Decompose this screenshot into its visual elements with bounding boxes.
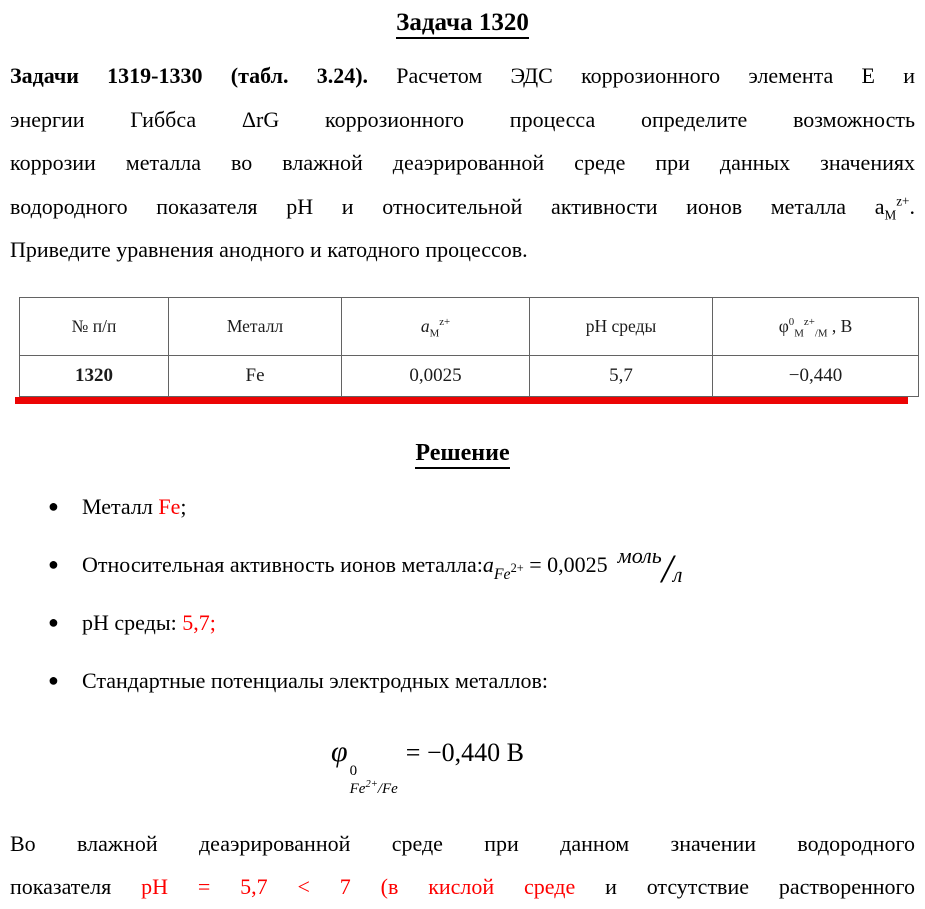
metal-ion-superscript: z+ [896,193,910,209]
header-activity-sub: M [429,327,440,339]
bullet-activity [10,542,915,591]
header-potential-subM: M [794,327,804,339]
unit-denominator: л [672,561,683,587]
intro-line-4 [10,185,915,229]
header-activity-symbol: a [420,315,430,336]
cell-potential: −0,440 [713,355,919,396]
cell-ph: 5,7 [530,355,713,396]
cell-activity: 0,0025 [342,355,530,396]
phi-sub-fe1-sup: 2+ [365,778,378,790]
intro-line-4-period: . [909,193,915,219]
bullet-ph-value: 5,7; [182,609,216,635]
activity-symbol: a [482,551,494,577]
red-divider-bar [15,397,908,404]
bullet-potentials-label: Стандартные потенциалы электродных металлов: [82,667,548,693]
header-activity-sup: z+ [439,315,451,328]
header-ph: pH среды [530,297,713,355]
header-potential-sup0: 0 [788,315,795,328]
header-potential-subM2: M [817,327,828,339]
conclusion-line-2-pre: показателя [10,874,142,899]
header-potential-supz: z+ [803,315,815,328]
header-potential-unit: , В [827,315,853,336]
header-number: № п/п [20,297,169,355]
intro-line-3: коррозии металла во влажной деаэрированной среде при данных значениях [10,150,915,175]
bullet-metal-end: ; [180,493,187,519]
phi-sub-fe2: Fe [381,780,398,797]
bullet-icon: ● [48,553,59,574]
problem-data-table [19,297,909,397]
bullet-potentials [10,666,915,696]
formula-value: = −0,440 В [405,737,524,767]
cell-task-number: 1320 [20,355,169,396]
header-potential-phi: φ [778,315,789,336]
table-header-row [20,297,919,355]
intro-line-2: энергии Гиббса ΔrG коррозионного процесса определите возможность [10,106,915,132]
solution-heading [10,438,915,468]
intro-paragraph [10,54,915,272]
phi-symbol: φ [331,734,348,768]
page-title-text: Задача 1320 [396,9,529,39]
solution-heading-text: Решение [415,440,509,469]
header-potential [713,297,919,355]
cell-metal: Fe [169,355,342,396]
conclusion-line-2-red: pH = 5,7 < 7 (в кислой среде [141,874,576,899]
intro-line-1-bold: Задачи 1319-1330 (табл. 3.24). [10,63,369,88]
header-activity [342,297,530,355]
intro-line-1 [10,54,915,98]
intro-line-1-rest: Расчетом ЭДС коррозионного элемента Е и [368,63,915,88]
conclusion-paragraph [10,822,915,909]
solution-bullet-list [10,492,915,696]
header-metal: Металл [169,297,342,355]
metal-ion-subscript: M [884,206,897,222]
potential-formula [10,724,915,797]
phi-sub-fe1: Fe [349,780,366,797]
intro-line-4-text: водородного показателя pH и относительной активности ионов металла a [10,193,885,219]
conclusion-line-1: Во влажной деаэрированной среде при данном значении водородного [10,830,915,856]
bullet-metal [10,492,915,522]
bullet-metal-value: Fe [158,493,181,519]
conclusion-line-2 [10,865,915,909]
bullet-metal-label: Металл [82,493,159,519]
conclusion-line-2-post: и отсутствие растворенного [575,874,916,899]
phi-sup: 0 [349,762,358,779]
activity-sub-sup: 2+ [510,560,524,575]
activity-value: = 0,0025 [523,551,608,577]
bullet-icon: ● [48,611,59,632]
activity-unit-fraction [617,542,683,591]
bullet-ph-label: pH среды: [82,609,183,635]
unit-numerator: моль [617,542,662,568]
bullet-ph [10,608,915,638]
bullet-icon: ● [48,669,59,690]
header-potential-slash: / [814,327,818,339]
bullet-icon: ● [48,495,59,516]
phi-sub-slash: / [377,780,382,797]
activity-sub: Fe [493,565,511,583]
fraction-slash: / [661,545,673,591]
table-data-row [20,355,919,396]
bullet-activity-label: Относительная активность ионов металла: [82,551,483,577]
page-title [10,6,915,40]
intro-line-5: Приведите уравнения анодного и катодного процессов. [10,237,528,262]
